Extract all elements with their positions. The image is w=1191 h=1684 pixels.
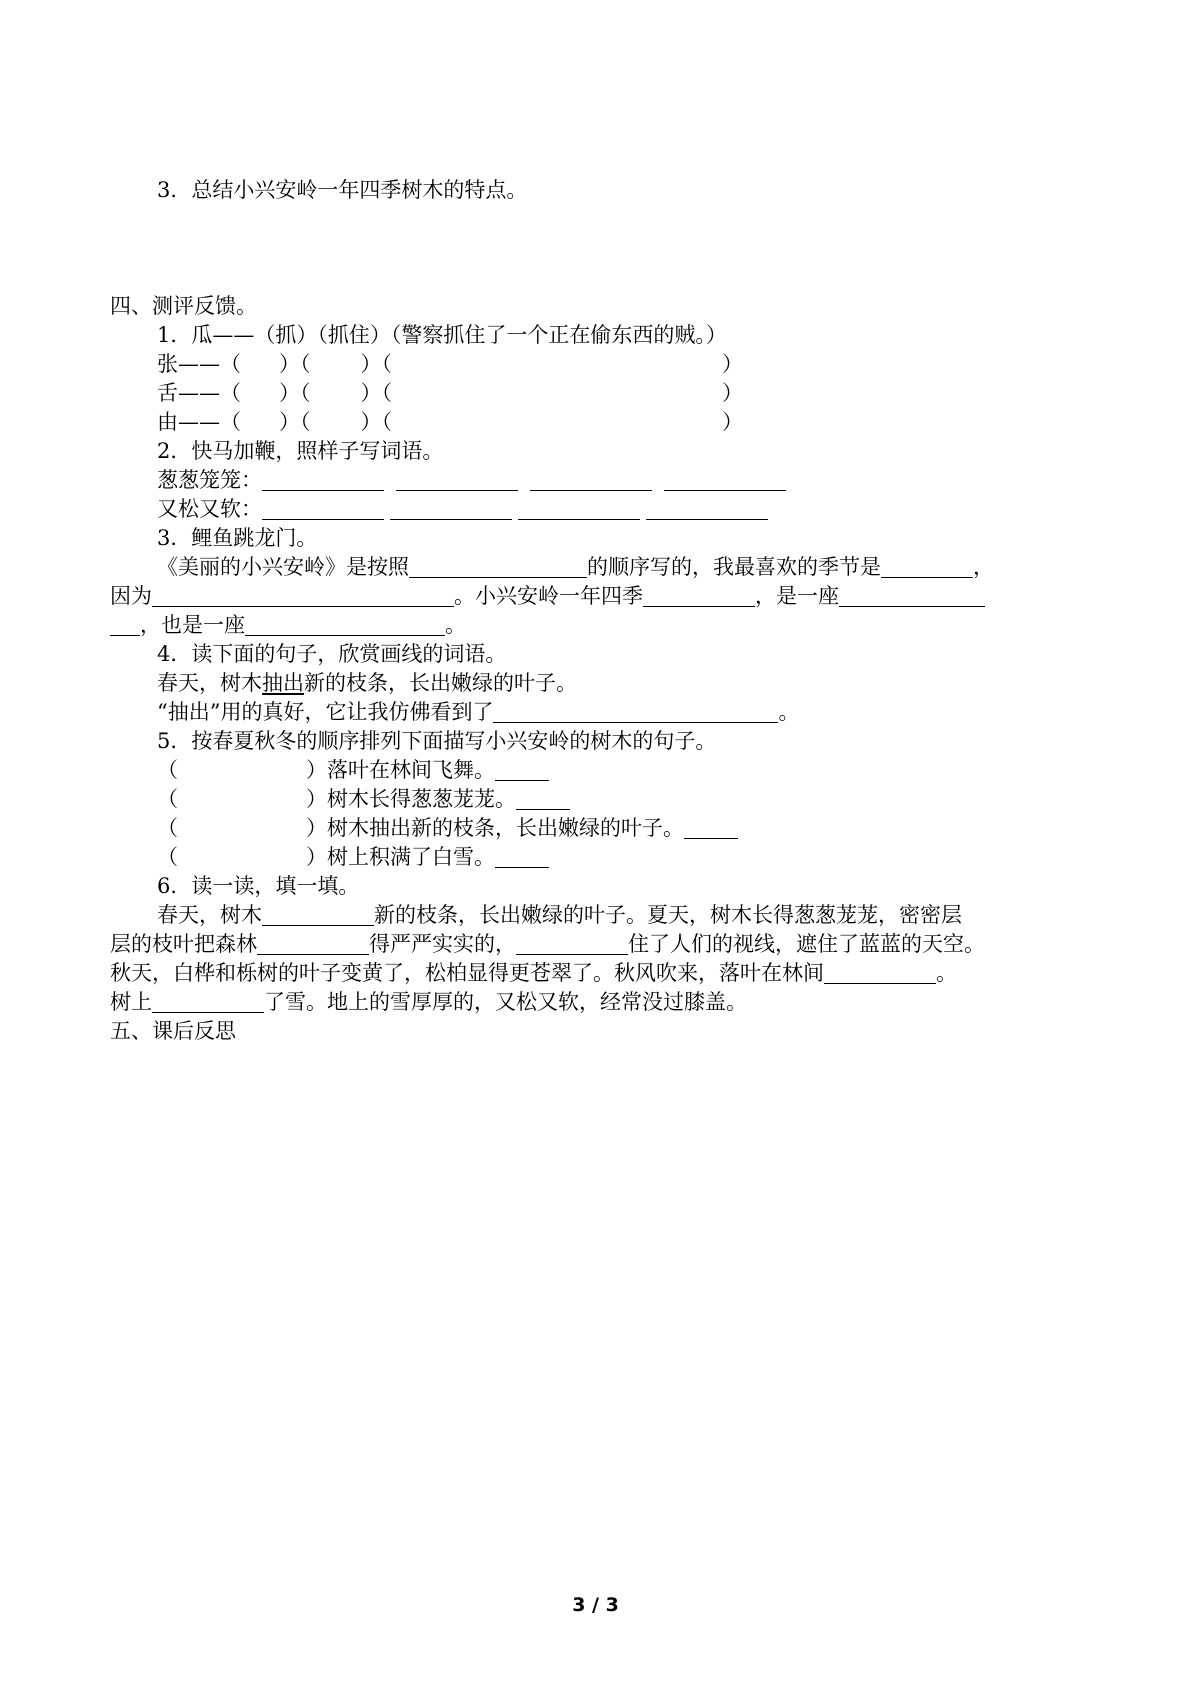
q1-row <box>157 408 743 436</box>
q1-paren: ） <box>722 352 743 376</box>
q3-line-2 <box>110 582 985 610</box>
answer-blank[interactable] <box>390 499 512 520</box>
q3-title: 3．鲤鱼跳龙门。 <box>157 526 318 550</box>
answer-blank[interactable] <box>881 557 973 578</box>
answer-blank[interactable] <box>664 470 786 491</box>
answer-blank[interactable] <box>495 847 549 868</box>
q3-line-1 <box>157 553 994 581</box>
question-3-summary: 3．总结小兴安岭一年四季树木的特点。 <box>157 178 528 202</box>
q1-paren: ）（ <box>279 410 311 434</box>
q2-title: 2．快马加鞭，照样子写词语。 <box>157 439 444 463</box>
answer-blank[interactable] <box>262 499 384 520</box>
section-4-heading: 四、测评反馈。 <box>110 294 257 318</box>
q6-text: 层的枝叶把森林 <box>110 932 257 956</box>
q5-text: ）树木抽出新的枝条，长出嫩绿的叶子。 <box>306 816 684 840</box>
answer-blank[interactable] <box>824 963 936 984</box>
q1-paren: ） <box>722 381 743 405</box>
q5-paren: （ <box>157 787 178 811</box>
answer-blank[interactable] <box>530 470 652 491</box>
q6-line-3 <box>110 959 957 987</box>
q3-line-3 <box>110 611 466 639</box>
page-number: 3 / 3 <box>572 1594 619 1616</box>
answer-blank[interactable] <box>396 470 518 491</box>
q5-paren: （ <box>157 758 178 782</box>
q1-char: 张——（ <box>157 352 241 376</box>
q6-text: 树上 <box>110 990 152 1014</box>
q6-line-1 <box>157 901 962 929</box>
q5-item <box>157 843 549 871</box>
q1-example: 1．瓜——（抓）（抓住）（警察抓住了一个正在偷东西的贼。） <box>157 323 727 347</box>
q5-text: ）树木长得葱葱茏茏。 <box>306 787 516 811</box>
q6-text: 了雪。地上的雪厚厚的，又松又软，经常没过膝盖。 <box>264 990 747 1014</box>
q5-title: 5．按春夏秋冬的顺序排列下面描写小兴安岭的树木的句子。 <box>157 729 717 753</box>
answer-blank[interactable] <box>152 586 454 607</box>
q5-paren: （ <box>157 845 178 869</box>
q5-paren: （ <box>157 816 178 840</box>
answer-blank[interactable] <box>516 789 570 810</box>
q3-text: ，是一座 <box>755 584 839 608</box>
q1-paren: ）（ <box>360 352 392 376</box>
underlined-word: 抽出 <box>262 671 304 695</box>
q6-text: 得严严实实的， <box>369 932 516 956</box>
q5-text: ）落叶在林间飞舞。 <box>306 758 495 782</box>
q2-line-2 <box>157 495 768 523</box>
q5-item <box>157 756 549 784</box>
q6-text: 。 <box>936 961 957 985</box>
answer-blank[interactable] <box>409 557 587 578</box>
q4-text: 春天，树木 <box>157 671 262 695</box>
q6-line-4 <box>110 988 747 1016</box>
q5-item <box>157 785 570 813</box>
q6-text: 春天，树木 <box>157 903 262 927</box>
q5-text: ）树上积满了白雪。 <box>306 845 495 869</box>
answer-blank[interactable] <box>245 615 445 636</box>
q3-text: 。小兴安岭一年四季 <box>454 584 643 608</box>
q3-text: ，也是一座 <box>140 613 245 637</box>
q1-row <box>157 379 743 407</box>
q4-sentence <box>157 669 577 697</box>
answer-blank[interactable] <box>493 702 778 723</box>
answer-blank[interactable] <box>643 586 755 607</box>
q1-paren: ）（ <box>360 381 392 405</box>
answer-blank[interactable] <box>110 615 140 636</box>
q6-text: 秋天，白桦和栎树的叶子变黄了，松柏显得更苍翠了。秋风吹来，落叶在林间 <box>110 961 824 985</box>
q1-char: 舌——（ <box>157 381 241 405</box>
section-5-heading: 五、课后反思 <box>110 1019 236 1043</box>
answer-blank[interactable] <box>684 818 738 839</box>
q4-text: 。 <box>778 700 800 724</box>
q6-text: 住了人们的视线，遮住了蓝蓝的天空。 <box>628 932 985 956</box>
answer-blank[interactable] <box>516 934 628 955</box>
q2-pattern-2: 又松又软： <box>157 497 262 521</box>
q3-text: 因为 <box>110 584 152 608</box>
q1-paren: ）（ <box>279 352 311 376</box>
q3-text: 《美丽的小兴安岭》是按照 <box>157 555 409 579</box>
answer-blank[interactable] <box>152 992 264 1013</box>
q4-title: 4．读下面的句子，欣赏画线的词语。 <box>157 642 507 666</box>
q6-title: 6．读一读，填一填。 <box>157 874 360 898</box>
q4-prompt <box>157 698 799 726</box>
q5-item <box>157 814 738 842</box>
answer-blank[interactable] <box>495 760 549 781</box>
answer-blank[interactable] <box>257 934 369 955</box>
answer-blank[interactable] <box>839 586 985 607</box>
q2-pattern-1: 葱葱笼笼： <box>157 468 262 492</box>
q6-text: 新的枝条，长出嫩绿的叶子。夏天，树木长得葱葱茏茏，密密层 <box>374 903 962 927</box>
q1-paren: ）（ <box>360 410 392 434</box>
q4-text: 新的枝条，长出嫩绿的叶子。 <box>304 671 577 695</box>
answer-blank[interactable] <box>262 470 384 491</box>
q2-line-1 <box>157 466 786 494</box>
q6-line-2 <box>110 930 985 958</box>
answer-blank[interactable] <box>646 499 768 520</box>
q1-paren: ） <box>722 410 743 434</box>
q1-paren: ）（ <box>279 381 311 405</box>
q3-text: ， <box>973 555 994 579</box>
q1-char: 由——（ <box>157 410 241 434</box>
answer-blank[interactable] <box>518 499 640 520</box>
q4-text: “抽出”用的真好，它让我仿佛看到了 <box>157 700 494 724</box>
q3-text: 的顺序写的，我最喜欢的季节是 <box>587 555 881 579</box>
answer-blank[interactable] <box>262 905 374 926</box>
q3-text: 。 <box>445 613 466 637</box>
q1-row <box>157 350 743 378</box>
